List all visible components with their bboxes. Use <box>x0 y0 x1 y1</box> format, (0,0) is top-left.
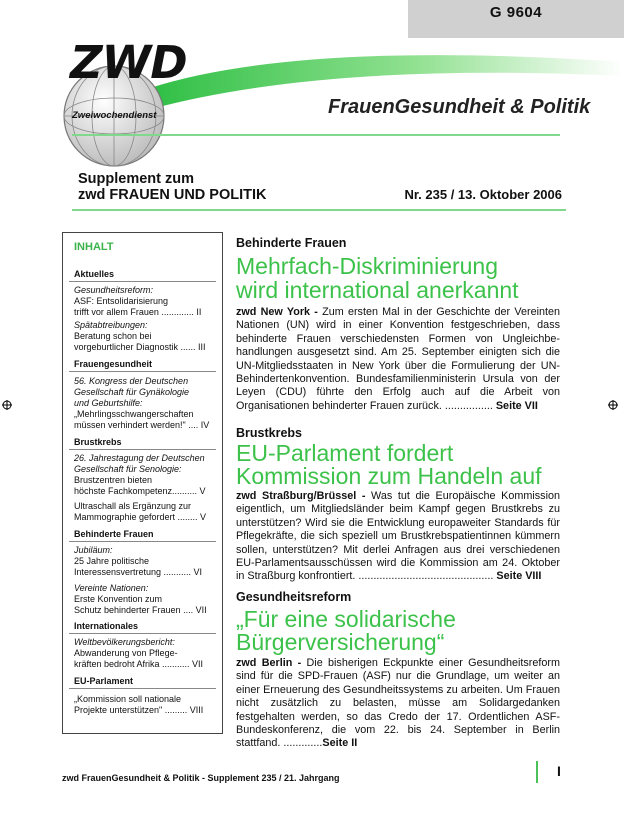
article3-page-ref[interactable]: Seite II <box>322 737 358 750</box>
toc-item-line[interactable]: Ultraschall als Ergänzung zur <box>74 501 192 511</box>
page-number: I <box>557 763 561 779</box>
article1-headline-line1: Mehrfach-Diskriminierung <box>236 253 499 279</box>
article2-body <box>236 490 560 584</box>
toc-item-line[interactable]: Mammographie gefordert ........ V <box>74 512 207 522</box>
toc-item-line[interactable]: müssen verhindert werden!" .... IV <box>74 420 210 430</box>
toc-item-line[interactable]: Projekte unterstützen" ......... VIII <box>74 705 204 715</box>
toc-section-frauengesundheit: Frauengesundheit <box>74 359 153 369</box>
article3-headline-line2: Bürgerversicherung“ <box>236 629 445 655</box>
supplement-line1: Supplement zum <box>78 171 195 187</box>
toc-item-line[interactable]: ASF: Entsolidarisierung <box>74 296 169 306</box>
article1-category: Behinderte Frauen <box>236 236 347 250</box>
article1-text: Zum ersten Mal in der Geschichte der Vereinten Nationen (UN) wird in einer Konvention festgeschrieben, dass behinderte Frauen verschiedensten Formen von Ungleichbe-handlungen ausgesetzt sind. Am 25. September einigten sich die UN-Mitgliedsstaaten in New York über die Formulierung der UN-Behindertenkonvention. Bundesfamilienministerin Ursula von der Leyen (CDU) führte den Erfolg auch auf die Arbeit von Organisationen behinderter Frauen zurück. ................ <box>236 306 560 412</box>
article2-category: Brustkrebs <box>236 426 302 440</box>
publication-code: G 9604 <box>489 4 543 21</box>
toc-item-line[interactable]: Brustzentren bieten <box>74 475 153 485</box>
article2-text: Was tut die Europäische Kommission eigentlich, um Mitgliedsländer beim Kampf gegen Brustkrebs zu unterstützen? Wird sie die Entwicklung europaweiter Standards für Pflegekräfte, die sich speziell um Brustkrebspatientinnen kümmern sollen, unterstützen? Mit derlei Anfragen aus drei verschiedenen EU-Parlamentsausschüssen wird die Kommission am 24. Oktober in Straßburg konfrontiert. ............................................. <box>236 490 560 583</box>
toc-section-internationales: Internationales <box>74 621 139 631</box>
table-of-contents <box>62 232 223 734</box>
toc-item-line[interactable]: „Kommission soll nationale <box>74 694 182 704</box>
masthead-title: FrauenGesundheit & Politik <box>328 96 591 118</box>
toc-divider <box>69 281 216 282</box>
article2-page-ref[interactable]: Seite VIII <box>493 570 542 583</box>
toc-item-line[interactable]: Abwanderung von Pflege- <box>74 648 178 658</box>
toc-item-topic: Weltbevölkerungsbericht: <box>74 637 175 647</box>
toc-item-line[interactable]: höchste Fachkompetenz.......... V <box>74 486 206 496</box>
toc-item-topic: 26. Jahrestagung der Deutschen <box>74 453 205 463</box>
toc-item-topic: Vereinte Nationen: <box>74 583 149 593</box>
footer-accent-bar <box>536 761 538 783</box>
toc-divider <box>69 633 216 634</box>
toc-item-topic: Gesellschaft für Gynäkologie <box>74 387 190 397</box>
article3-body <box>236 657 560 751</box>
article3-headline-line1: „Für eine solidarische <box>236 606 456 632</box>
toc-item-line[interactable]: vorgeburtlicher Diagnostik ...... III <box>74 342 206 352</box>
toc-item-topic: und Geburtshilfe: <box>74 398 143 408</box>
article3-dateline: zwd Berlin - <box>236 657 302 669</box>
article1-dateline: zwd New York - <box>236 306 318 318</box>
toc-section-behinderte-frauen: Behinderte Frauen <box>74 529 154 539</box>
toc-item-line[interactable]: 25 Jahre politische <box>74 556 150 566</box>
article2-headline-line2: Kommission zum Handeln auf <box>236 463 542 489</box>
toc-item-line[interactable]: Interessensvertretung ........... VI <box>74 567 203 577</box>
logo-subtitle: Zweiwochendienst <box>72 110 157 121</box>
article3-text: Die bisherigen Eckpunkte einer Gesundheitsreform sind für die SPD-Frauen (ASF) nur die Grundlage, um weiter an einer Erneuerung des Gesundheitssystems zu arbeiten. Um Frauen nicht zusätzlich zu belasten, müsse am Solidargedanken festgehalten werden, so das Credo der 17. Ordentlichen ASF-Bundeskonferenz, die vom 22. bis 24. September in Berlin stattfand. ............. <box>236 657 560 750</box>
toc-item-line[interactable]: „Mehrlingsschwangerschaften <box>74 409 194 419</box>
toc-section-eu-parlament: EU-Parlament <box>74 676 134 686</box>
zwd-logo: ZWD <box>70 36 187 89</box>
header-divider <box>72 134 560 136</box>
toc-item-line[interactable]: kräften bedroht Afrika ........... VII <box>74 659 204 669</box>
toc-item-line[interactable]: Erste Konvention zum <box>74 594 163 604</box>
registration-mark-left <box>2 400 12 410</box>
toc-divider <box>69 449 216 450</box>
toc-item-topic: Jubiläum: <box>74 545 113 555</box>
article3-category: Gesundheitsreform <box>236 590 352 604</box>
toc-heading: INHALT <box>74 241 114 253</box>
article2-dateline: zwd Straßburg/Brüssel - <box>236 490 366 502</box>
subheader-divider <box>72 209 566 211</box>
toc-item-line[interactable]: trifft vor allem Frauen ............. II <box>74 307 202 317</box>
toc-item-topic: Spätabtreibungen: <box>74 320 148 330</box>
footer-text: zwd FrauenGesundheit & Politik - Supplement 235 / 21. Jahrgang <box>62 773 340 783</box>
toc-item-line[interactable]: Beratung schon bei <box>74 331 152 341</box>
toc-divider <box>69 541 216 542</box>
toc-item-topic: 56. Kongress der Deutschen <box>74 376 189 386</box>
article2-headline-line1: EU-Parlament fordert <box>236 440 454 466</box>
issue-number: Nr. 235 / 13. Oktober 2006 <box>404 187 562 202</box>
toc-divider <box>69 688 216 689</box>
article1-headline-line2: wird international anerkannt <box>236 277 519 303</box>
article1-body <box>236 306 560 413</box>
toc-item-line[interactable]: Schutz behinderter Frauen .... VII <box>74 605 207 615</box>
article1-page-ref[interactable]: Seite VII <box>492 399 538 412</box>
toc-section-brustkrebs: Brustkrebs <box>74 437 122 447</box>
toc-item-topic: Gesundheitsreform: <box>74 285 154 295</box>
supplement-line2: zwd FRAUEN UND POLITIK <box>78 187 267 203</box>
registration-mark-right <box>608 400 618 410</box>
toc-divider <box>69 371 216 372</box>
toc-section-aktuelles: Aktuelles <box>74 269 115 279</box>
toc-item-topic: Gesellschaft für Senologie: <box>74 464 182 474</box>
